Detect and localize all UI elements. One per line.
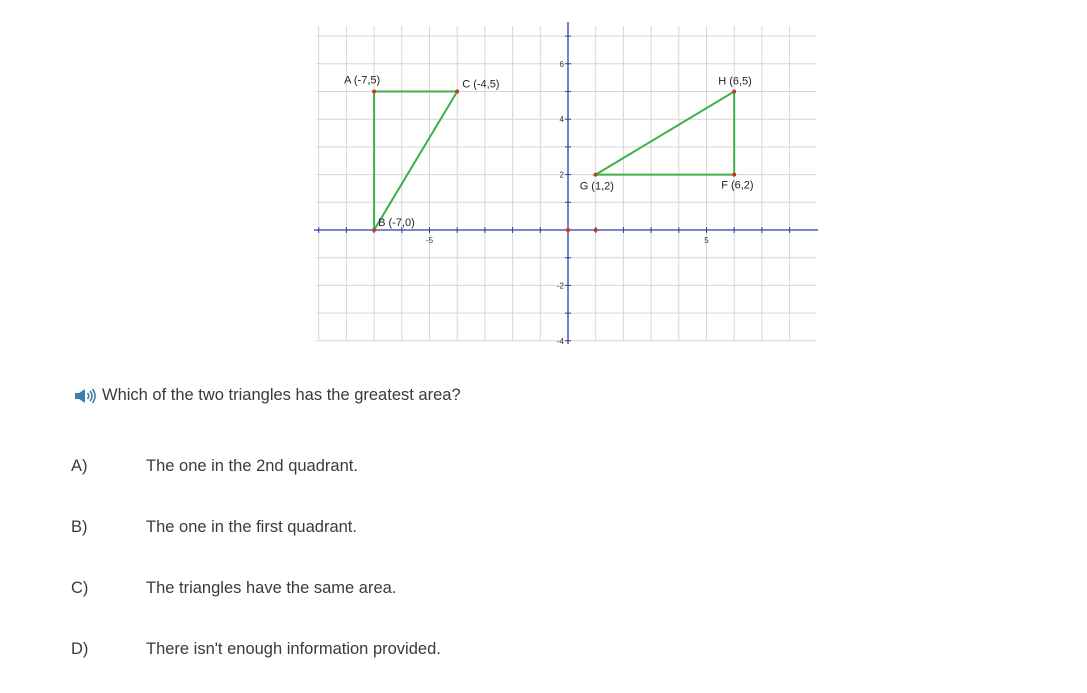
unit-point (594, 228, 598, 232)
choice-letter: B) (71, 518, 88, 536)
point-h (732, 90, 736, 94)
point-b (372, 228, 376, 232)
point-g (594, 173, 598, 177)
x-tick-label: 5 (704, 236, 709, 245)
point-a (372, 90, 376, 94)
choice-b[interactable] (71, 518, 551, 546)
choice-letter: D) (71, 640, 89, 658)
choice-d[interactable] (71, 640, 551, 668)
y-tick-label: -4 (556, 336, 564, 344)
point-f (732, 173, 736, 177)
coordinate-graph (314, 22, 818, 344)
question (74, 386, 461, 405)
choice-letter: C) (71, 579, 89, 597)
choice-text: The triangles have the same area. (146, 579, 397, 597)
choice-letter: A) (71, 457, 88, 475)
question-text: Which of the two triangles has the greatest area? (102, 386, 461, 404)
y-tick-label: 2 (559, 170, 564, 180)
y-tick-label: 4 (559, 115, 564, 125)
origin-point (566, 228, 570, 232)
triangle-gfh (596, 92, 735, 175)
point-label: B (-7,0) (378, 217, 415, 229)
point-c (455, 90, 459, 94)
choice-text: There isn't enough information provided. (146, 640, 441, 658)
point-label: F (6,2) (721, 179, 754, 192)
y-tick-label: 6 (559, 59, 564, 69)
x-tick-label: -5 (425, 236, 434, 245)
choice-text: The one in the first quadrant. (146, 518, 357, 536)
choice-text: The one in the 2nd quadrant. (146, 457, 358, 475)
point-label: H (6,5) (718, 75, 752, 88)
choice-c[interactable] (71, 579, 551, 607)
point-label: G (1,2) (579, 180, 614, 193)
triangle-abc (374, 92, 457, 231)
y-tick-label: -2 (556, 281, 564, 291)
point-label: C (-4,5) (462, 78, 500, 91)
point-label: A (-7,5) (344, 74, 381, 87)
speaker-icon[interactable] (74, 387, 98, 405)
choice-a[interactable] (71, 457, 551, 485)
